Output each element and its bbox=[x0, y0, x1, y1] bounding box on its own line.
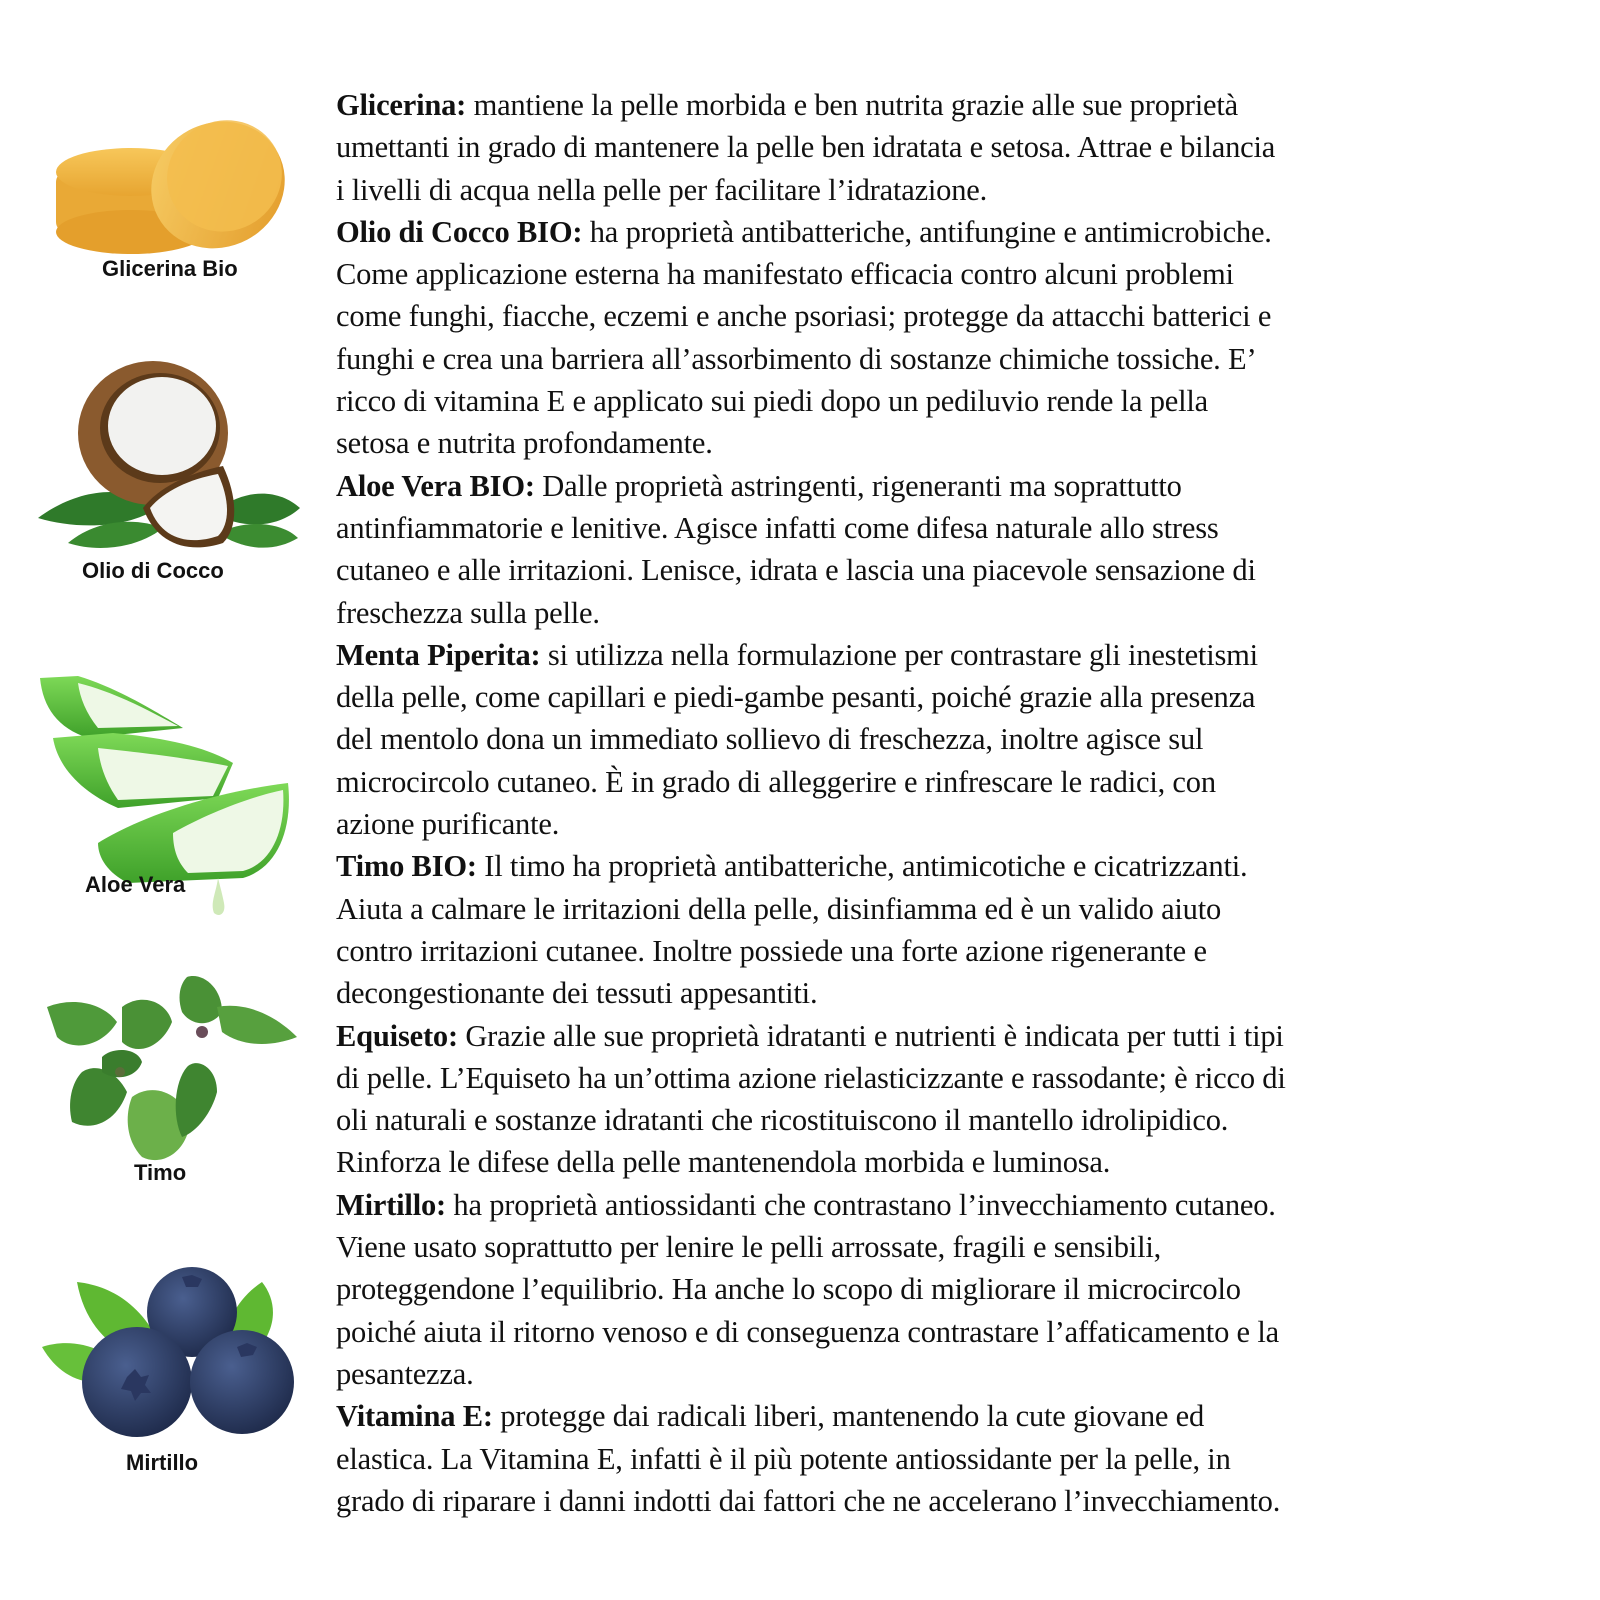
entry-menta-piperita: Menta Piperita: si utilizza nella formulazione per contrastare gli inestetismi della pelle, come capillari e piedi-gambe pesanti, poiché grazie alla presenza del mentolo dona un immediato sollievo di freschezza, inoltre agisce sul microcircolo cutaneo. È in grado di alleggerire e rinfrescare le radici, con azione purificante. bbox=[336, 637, 1258, 842]
term-aloe-vera: Aloe Vera BIO: bbox=[336, 468, 535, 503]
caption-aloe: Aloe Vera bbox=[85, 872, 186, 897]
term-menta-piperita: Menta Piperita: bbox=[336, 637, 541, 672]
caption-timo: Timo bbox=[134, 1160, 187, 1185]
ingredient-descriptions bbox=[336, 84, 1576, 1522]
figure-mirtillo bbox=[42, 1262, 297, 1442]
term-timo: Timo BIO: bbox=[336, 849, 477, 884]
thyme-leaves-icon bbox=[42, 962, 302, 1162]
term-glicerina: Glicerina: bbox=[336, 88, 467, 122]
caption-glicerina: Glicerina Bio bbox=[102, 256, 238, 281]
caption-mirtillo: Mirtillo bbox=[126, 1450, 199, 1475]
figure-timo bbox=[42, 962, 302, 1162]
entry-glicerina: Glicerina: mantiene la pelle morbida e ben nutrita grazie alle sue proprietà umettanti in grado di mantenere la pelle ben idratata e setosa. Attrae e bilancia i livelli di acqua nella pelle per facilitare l’idratazione. bbox=[336, 88, 1276, 207]
blueberry-icon bbox=[42, 1262, 297, 1442]
entry-timo: Timo BIO: Il timo ha proprietà antibatteriche, antimicotiche e cicatrizzanti. Aiuta a calmare le irritazioni della pelle, disinfiamma ed è un valido aiuto contro irritazioni cutanee. Inoltre possiede una forte azione rigenerante e decongestionante dei tessuti appesantiti. bbox=[336, 849, 1248, 1011]
entry-mirtillo: Mirtillo: ha proprietà antiossidanti che contrastano l’invecchiamento cutaneo. Viene usato soprattutto per lenire le pelli arrossate, fragili e sensibili, proteggendone l’equilibrio. Ha anche lo scopo di migliorare il microcircolo poiché aiuta il ritorno venoso e di conseguenza contrastare l’affaticamento e la pesantezza. bbox=[336, 1187, 1279, 1391]
term-mirtillo: Mirtillo: bbox=[336, 1187, 446, 1222]
term-vitamina-e: Vitamina E: bbox=[336, 1399, 493, 1434]
figure-glicerina bbox=[48, 100, 298, 260]
entry-aloe-vera: Aloe Vera BIO: Dalle proprietà astringenti, rigeneranti ma soprattutto antinfiammatorie e lenitive. Agisce infatti come difesa naturale allo stress cutaneo e alle irritazioni. Lenisce, idrata e lascia una piacevole sensazione di freschezza sulla pelle. bbox=[336, 468, 1256, 630]
entry-equiseto: Equiseto: Grazie alle sue proprietà idratanti e nutrienti è indicata per tutti i tipi di pelle. L’Equiseto ha un’ottima azione rielasticizzante e rassodante; è ricco di oli naturali e sostanze idratanti che ricostituiscono il mantello idrolipidico. Rinforza le difese della pelle mantenendola morbida e luminosa. bbox=[336, 1018, 1286, 1180]
caption-cocco: Olio di Cocco bbox=[82, 558, 224, 583]
term-olio-di-cocco: Olio di Cocco BIO: bbox=[336, 214, 583, 249]
entry-vitamina-e: Vitamina E: protegge dai radicali liberi, mantenendo la cute giovane ed elastica. La Vitamina E, infatti è il più potente antiossidante per la pelle, in grado di riparare i danni indotti dai fattori che ne accelerano l’invecchiamento. bbox=[336, 1399, 1281, 1518]
entry-olio-di-cocco: Olio di Cocco BIO: ha proprietà antibatteriche, antifungine e antimicrobiche. Come applicazione esterna ha manifestato efficacia contro alcuni problemi come funghi, fiacche, eczemi e anche psoriasi; protegge da attacchi batterici e funghi e crea una barriera all’assorbimento di sostanze chimiche tossiche. E’ ricco di vitamina E e applicato sui piedi dopo un pediluvio rende la pella setosa e nutrita profondamente. bbox=[336, 214, 1272, 461]
glycerin-soap-icon bbox=[48, 100, 298, 260]
figure-cocco bbox=[38, 358, 308, 558]
coconut-icon bbox=[38, 358, 308, 558]
term-equiseto: Equiseto: bbox=[336, 1018, 458, 1053]
